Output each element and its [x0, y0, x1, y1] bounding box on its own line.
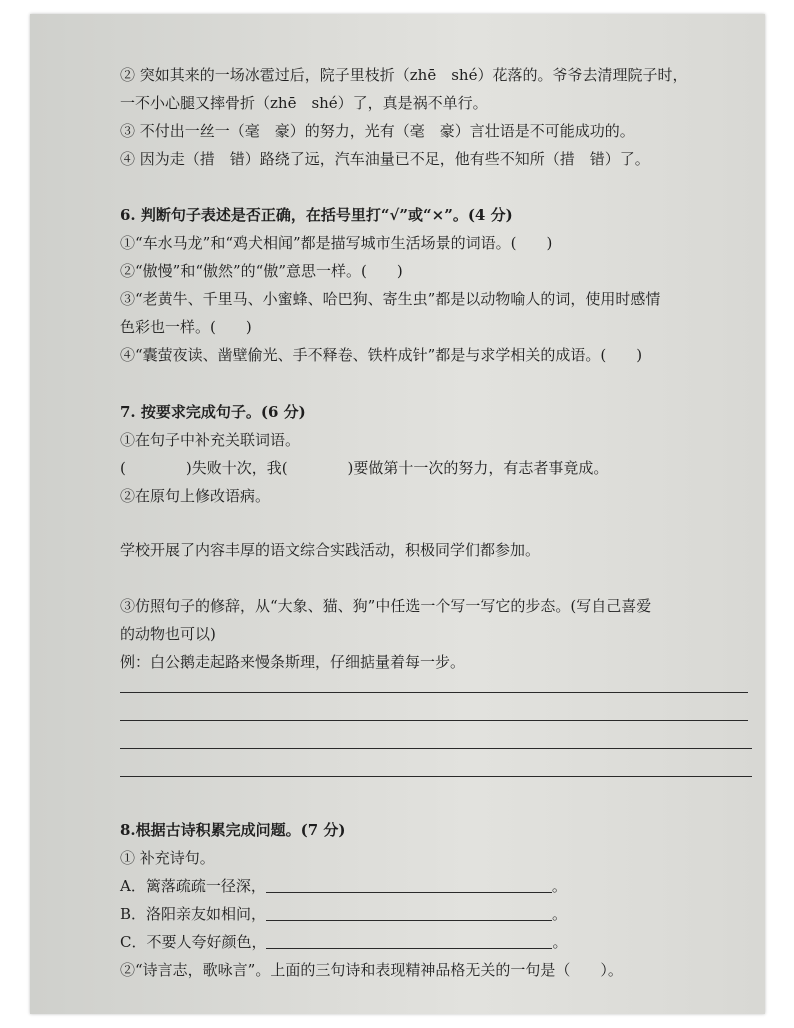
answer-line-4[interactable]	[120, 776, 752, 777]
q7-sub-1-sentence: ( )失败十次，我( )要做第十一次的努力，有志者事竟成。	[120, 459, 609, 477]
q7-title: 7. 按要求完成句子。(6 分)	[120, 403, 306, 421]
q8-sub-1: ① 补充诗句。	[120, 849, 215, 867]
answer-line-3[interactable]	[120, 748, 752, 749]
poem-a-blank[interactable]	[266, 878, 552, 893]
poem-a-prompt: A．篱落疏疏一径深，	[120, 877, 266, 895]
poem-b-prompt: B．洛阳亲友如相问，	[120, 905, 267, 923]
q6-title: 6. 判断句子表述是否正确，在括号里打“√”或“×”。(4 分)	[120, 206, 513, 224]
answer-line-2[interactable]	[120, 720, 748, 721]
q7-sub-1: ①在句子中补充关联词语。	[120, 431, 301, 449]
q7-sub-3-line-2: 的动物也可以)	[120, 625, 216, 643]
q6-item-2: ②“傲慢”和“傲然”的“傲”意思一样。( )	[120, 262, 403, 280]
q8-poem-b	[120, 904, 567, 924]
q6-item-4: ④“囊萤夜读、凿壁偷光、手不释卷、铁杵成针”都是与求学相关的成语。( )	[120, 346, 643, 364]
poem-c-blank[interactable]	[266, 934, 552, 949]
q8-poem-a	[120, 876, 567, 896]
q7-sub-3-line-1: ③仿照句子的修辞，从“大象、猫、狗”中任选一个写一写它的步态。(写自己喜爱	[120, 597, 652, 615]
q8-sub-2: ②“诗言志，歌咏言”。上面的三句诗和表现精神品格无关的一句是（ ）。	[120, 961, 623, 979]
q7-example: 例：白公鹅走起路来慢条斯理，仔细掂量着每一步。	[120, 653, 466, 671]
q8-title: 8.根据古诗积累完成问题。(7 分)	[120, 821, 346, 839]
poem-c-period: 。	[552, 933, 568, 951]
poem-b-period: 。	[552, 905, 568, 923]
answer-line-1[interactable]	[120, 692, 748, 693]
q7-sub-2: ②在原句上修改语病。	[120, 487, 271, 505]
q6-item-3-line-2: 色彩也一样。( )	[120, 318, 252, 336]
q7-sub-2-sentence: 学校开展了内容丰厚的语文综合实践活动，积极同学们都参加。	[120, 541, 541, 559]
q6-item-3-line-1: ③“老黄牛、千里马、小蜜蜂、哈巴狗、寄生虫”都是以动物喻人的词，使用时感情	[120, 290, 661, 308]
q5-item-3: ③ 不付出一丝一（毫 豪）的努力，光有（毫 豪）言壮语是不可能成功的。	[120, 122, 635, 140]
q6-item-1: ①“车水马龙”和“鸡犬相闻”都是描写城市生活场景的词语。( )	[120, 234, 553, 252]
poem-a-period: 。	[551, 877, 567, 895]
poem-c-prompt: C．不要人夸好颜色，	[120, 933, 267, 951]
q5-item-2-line-1: ② 突如其来的一场冰雹过后，院子里枝折（zhē shé）花落的。爷爷去清理院子时，	[120, 66, 688, 84]
q8-poem-c	[120, 932, 568, 952]
q5-item-4: ④ 因为走（措 错）路绕了远，汽车油量已不足，他有些不知所（措 错）了。	[120, 150, 650, 168]
exam-paper	[30, 14, 765, 1014]
q5-item-2-line-2: 一不小心腿又摔骨折（zhē shé）了，真是祸不单行。	[120, 94, 488, 112]
poem-b-blank[interactable]	[266, 906, 552, 921]
